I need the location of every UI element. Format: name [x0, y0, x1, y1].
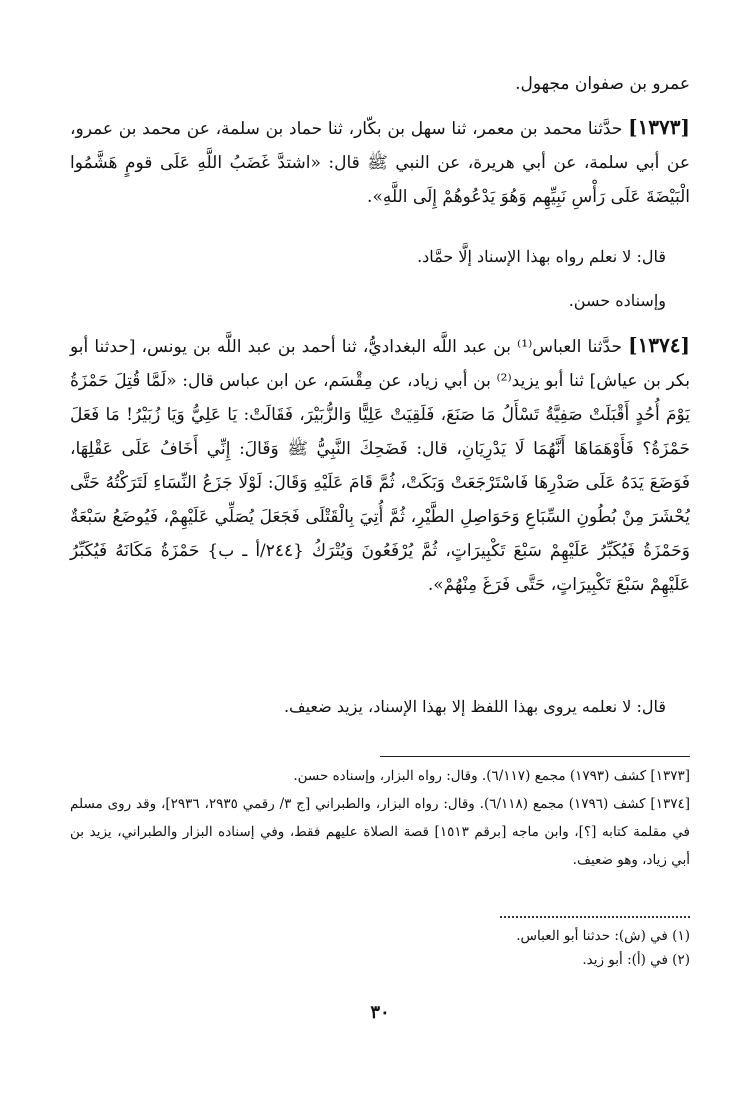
hadith-number: [١٣٧٤] [628, 333, 690, 357]
hadith-1374-comment: قال: لا نعلمه يروى بهذا اللفظ إلا بهذا الإسناد، يزيد ضعيف. [283, 697, 666, 716]
hadith-1373-comment: قال: لا نعلم رواه بهذا الإسناد إلَّا حمَّاد. [417, 247, 666, 266]
notes-section [70, 762, 690, 874]
opening-line: عمرو بن صفوان مجهول. [515, 74, 690, 94]
note-1374: [١٣٧٤] كشف (١٧٩٦) مجمع (٦/١١٨). وقال: رواه البزار، والطبراني [ج ٣/ رقمي ٢٩٣٥، ٢٩٣٦]، وقد روى مسلم في مقلمة كتابه [؟]، وابن ماجه [برقم ١٥١٣] قصة الصلاة عليهم فقط، وفي إسناده البزار والطبراني، يزيد بن أبي زياد، وهو ضعيف. [70, 796, 690, 868]
document-page [70, 60, 690, 1060]
hadith-1374 [70, 328, 690, 602]
footnote-1: (١) في (ش): حدثنا أبو العباس. [516, 928, 690, 944]
hadith-1373 [70, 110, 690, 214]
hadith-1373-grade: وإسناده حسن. [568, 291, 666, 310]
page-number: ٣٠ [370, 1002, 390, 1023]
notes-divider [380, 756, 690, 757]
hadith-text: حدَّثنا محمد بن معمر، ثنا سهل بن بكّار، ثنا حماد بن سلمة، عن محمد بن عمرو، عن أبي سلمة، عن أبي هريرة، عن النبي ﷺ قال: «اشتدَّ غَضَبُ اللَّهِ عَلَى قومٍ هَشَّمُوا الْبَيْضَةَ عَلَى رَأْسِ نَبِيِّهِم وَهُوَ يَدْعُوهُمْ إِلَى اللَّهِ». [70, 119, 690, 207]
footnotes-divider [500, 916, 690, 918]
note-1373: [١٣٧٣] كشف (١٧٩٣) مجمع (٦/١١٧). وقال: رواه البزار، وإسناده حسن. [293, 768, 690, 784]
hadith-number: [١٣٧٣] [628, 115, 690, 139]
footnote-2: (٢) في (أ): أبو زيد. [582, 952, 690, 968]
footnotes [70, 924, 690, 972]
hadith-text: حدَّثنا العباس⁽¹⁾ بن عبد اللَّه البغداديُّ، ثنا أحمد بن عبد اللَّه بن يونس، [حدثنا أبو بكر بن عياش] ثنا أبو يزيد⁽²⁾ بن أبي زياد، عن مِقْسَم، عن ابن عباس قال: «لَمَّا قُتِلَ حَمْزَةُ يَوْمَ أُحُدٍ أَقْبَلَتْ صَفِيَّةُ تَسْأَلُ مَا صَنَعَ، فَلَقِيَتْ عَلِيًّا وَالزُّبَيْرَ، فَقَالَتْ: يَا عَلِيُّ وَيَا زُبَيْرُ! مَا فَعَلَ حَمْزَةُ؟ فَأَوْهَمَاهَا أَنَّهُمَا لَا يَدْرِيَانِ، قال: فَضَحِكَ النَّبِيُّ ﷺ وَقَالَ: إِنِّي أَخَافُ عَلَى عَقْلِهَا، فَوَضَعَ يَدَهُ عَلَى صَدْرِهَا فَاسْتَرْجَعَتْ وَبَكَتْ، ثُمَّ قَامَ عَلَيْهِ وَقَالَ: لَوْلَا جَزَعُ النِّسَاءِ لَتَرَكْتُهُ حَتَّى يُحْشَرَ مِنْ بُطُونِ السِّبَاعِ وَحَوَاصِلِ الطَّيْرِ، ثُمَّ أُتِيَ بِالْقَتْلَى فَجَعَلَ يُصَلِّي عَلَيْهِمْ، فَيُوضَعُ سَبْعَةٌ وَحَمْزَةُ فَيُكَبِّرُ عَلَيْهِمْ سَبْعَ تَكْبِيرَاتٍ، ثُمَّ يُرْفَعُونَ وَيُتْرَكُ {٢٤٤/أ ـ ب} حَمْزَةُ مَكَانَهُ فَيُكَبِّرُ عَلَيْهِمْ سَبْعَ تَكْبِيرَاتٍ، حَتَّى فَرَغَ مِنْهُمْ». [70, 337, 690, 595]
